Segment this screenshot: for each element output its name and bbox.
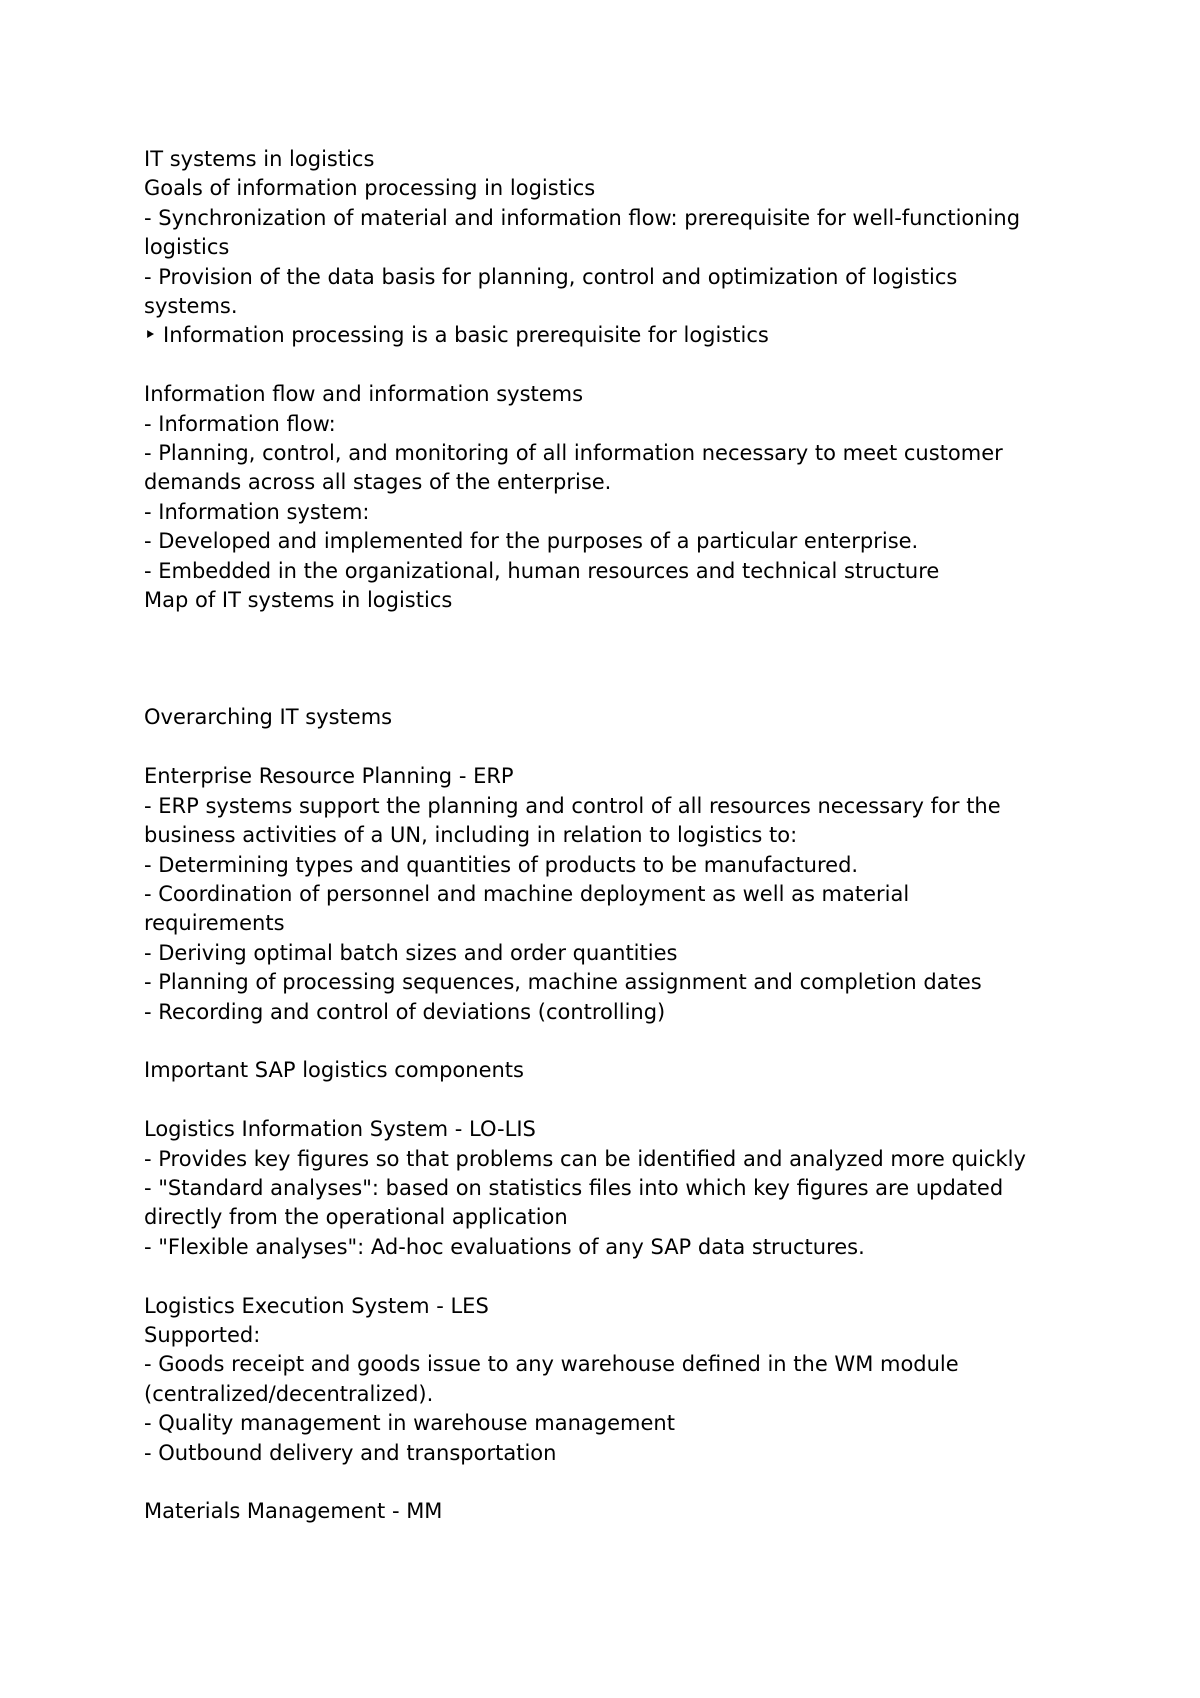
text-line: - Determining types and quantities of products to be manufactured. <box>144 852 859 877</box>
text-line: Supported: <box>144 1322 261 1347</box>
blank-line <box>144 1468 1084 1497</box>
text-line: directly from the operational application <box>144 1205 568 1230</box>
section-heading-information-flow: Information flow and information systems <box>144 382 584 407</box>
section-heading-goals: Goals of information processing in logistics <box>144 176 596 201</box>
text-line: - Deriving optimal batch sizes and order quantities <box>144 940 678 965</box>
section-heading-erp: Enterprise Resource Planning - ERP <box>144 764 514 789</box>
blank-line <box>144 733 1084 762</box>
section-heading-map: Map of IT systems in logistics <box>144 588 453 613</box>
text-line: - ERP systems support the planning and control of all resources necessary for the <box>144 793 1001 818</box>
section-heading-mm: Materials Management - MM <box>144 1499 443 1524</box>
text-line: - Recording and control of deviations (controlling) <box>144 999 666 1024</box>
text-line: - "Flexible analyses": Ad-hoc evaluations of any SAP data structures. <box>144 1234 865 1259</box>
section-heading-les: Logistics Execution System - LES <box>144 1293 489 1318</box>
text-line: - Goods receipt and goods issue to any warehouse defined in the WM module <box>144 1352 959 1377</box>
text-line: - Coordination of personnel and machine deployment as well as material <box>144 881 910 906</box>
blank-line <box>144 1086 1084 1115</box>
blank-line <box>144 351 1084 380</box>
text-line: - "Standard analyses": based on statistics files into which key figures are updated <box>144 1175 1004 1200</box>
blank-line <box>144 1262 1084 1291</box>
section-heading-sap: Important SAP logistics components <box>144 1058 524 1083</box>
text-line: - Synchronization of material and information flow: prerequisite for well-functioning <box>144 205 1021 230</box>
text-line: demands across all stages of the enterprise. <box>144 470 612 495</box>
text-line: - Planning, control, and monitoring of all information necessary to meet customer <box>144 441 1003 466</box>
doc-title: IT systems in logistics <box>144 147 375 171</box>
text-line: systems. <box>144 294 238 319</box>
text-line: - Developed and implemented for the purposes of a particular enterprise. <box>144 529 919 554</box>
text-line: - Quality management in warehouse management <box>144 1411 675 1436</box>
document-page <box>144 145 1084 1527</box>
text-line: - Planning of processing sequences, machine assignment and completion dates <box>144 970 982 995</box>
section-heading-overarching: Overarching IT systems <box>144 705 393 730</box>
text-line: - Embedded in the organizational, human resources and technical structure <box>144 558 940 583</box>
text-line: logistics <box>144 235 230 260</box>
text-line: - Provision of the data basis for planning, control and optimization of logistics <box>144 264 958 289</box>
text-line: - Information system: <box>144 499 370 524</box>
blank-space <box>144 615 1084 703</box>
text-line: requirements <box>144 911 285 936</box>
text-line: - Information flow: <box>144 411 336 436</box>
blank-line <box>144 1027 1084 1056</box>
section-heading-lo-lis: Logistics Information System - LO-LIS <box>144 1117 536 1142</box>
text-line: (centralized/decentralized). <box>144 1381 434 1406</box>
text-line: business activities of a UN, including in relation to logistics to: <box>144 823 798 848</box>
text-line: - Outbound delivery and transportation <box>144 1440 557 1465</box>
text-line: - Provides key figures so that problems can be identified and analyzed more quickly <box>144 1146 1026 1171</box>
text-line-bullet: ‣ Information processing is a basic prerequisite for logistics <box>144 323 769 348</box>
